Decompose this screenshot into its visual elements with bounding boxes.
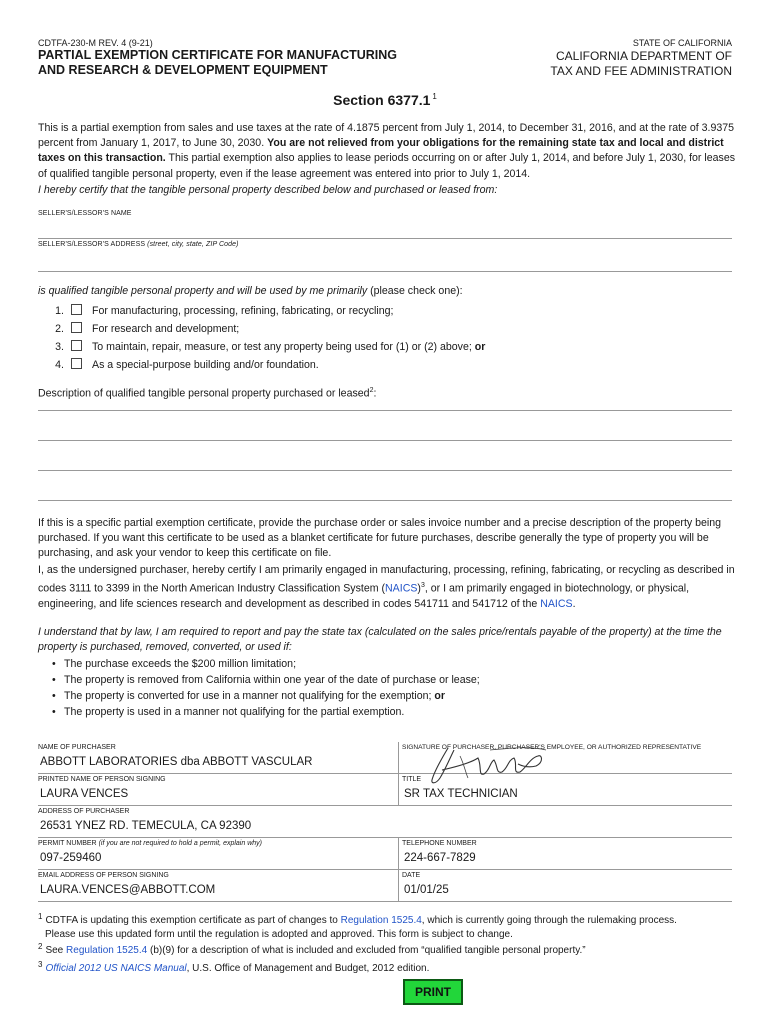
address-value: 26531 YNEZ RD. TEMECULA, CA 92390 — [40, 820, 252, 832]
title-value: SR TAX TECHNICIAN — [404, 788, 518, 800]
condition-item — [52, 704, 480, 720]
form-title — [38, 48, 397, 78]
undersigned-text-4: . — [572, 597, 576, 610]
condition-item — [52, 688, 480, 704]
understand-paragraph: I understand that by law, I am required to report and pay the state tax (calculated on the sales price/rentals payable of the property) at the time the property is purchased, removed, converted, or used if: — [38, 626, 722, 654]
footnote-3 — [38, 958, 738, 976]
footnote-text-line2: Please use this updated form until the regulation is adopted and approved. This form is subject to change. — [45, 929, 513, 940]
state-label: STATE OF CALIFORNIA — [632, 38, 732, 48]
qualified-statement — [38, 284, 736, 299]
agency-line2: TAX AND FEE ADMINISTRATION — [550, 64, 732, 78]
footnote-text: (b)(9) for a description of what is included and excluded from “qualified tangible personal property.” — [147, 945, 586, 956]
option-row-4 — [38, 358, 319, 373]
description-label-text: Description of qualified tangible personal property purchased or leased — [38, 387, 370, 400]
undersigned-footnote: 3 — [420, 582, 425, 590]
date-label: DATE — [402, 872, 421, 879]
intro-bold: You are not relieved from your obligations for the remaining state tax and local and district taxes on this transaction. — [38, 137, 724, 165]
handwritten-signature — [420, 740, 560, 790]
conditions-list — [52, 656, 480, 720]
email-value: LAURA.VENCES@ABBOTT.COM — [40, 884, 216, 896]
section-footnote: 1 — [432, 92, 437, 101]
purchaser-info-grid — [38, 742, 732, 902]
undersigned-paragraph — [38, 563, 736, 612]
option-row-1 — [38, 304, 393, 319]
agency-line1: CALIFORNIA DEPARTMENT OF — [555, 49, 732, 63]
option-label: As a special-purpose building and/or foundation. — [92, 359, 319, 371]
section-heading — [0, 92, 770, 108]
email-label: EMAIL ADDRESS OF PERSON SIGNING — [38, 872, 169, 879]
undersigned-text-1: I, as the undersigned purchaser, hereby certify I am primarily engaged in manufacturing, processing, refining, fabricating, or recycling as described in codes 3111 to 3399 in the North American Industry Classification System ( — [38, 564, 735, 595]
permit-value: 097-259460 — [40, 852, 102, 864]
option-4-checkbox[interactable] — [71, 358, 82, 369]
permit-hint: (if you are not required to hold a permit, explain why) — [98, 840, 262, 847]
permit-cell[interactable] — [38, 838, 399, 870]
option-label: For manufacturing, processing, refining, fabricating, or recycling; — [92, 305, 394, 317]
option-1-checkbox[interactable] — [71, 304, 82, 315]
phone-value: 224-667-7829 — [404, 852, 476, 864]
form-title-line1: PARTIAL EXEMPTION CERTIFICATE FOR MANUFACTURING — [38, 48, 398, 62]
title-label: TITLE — [402, 776, 422, 783]
condition-item — [52, 672, 480, 688]
description-line-3[interactable] — [38, 470, 732, 471]
undersigned-text-3: , or I am primarily engaged in biotechnology, or physical, engineering, and life sciences research and development as described in codes 541711 and 541712 of the — [38, 582, 690, 610]
naics-manual-link[interactable]: Official 2012 US NAICS Manual — [45, 963, 187, 974]
purchaser-name-label: NAME OF PURCHASER — [38, 744, 116, 751]
description-footnote: 2 — [369, 387, 374, 394]
phone-cell[interactable] — [399, 838, 733, 870]
footnote-marker: 3 — [38, 960, 43, 969]
seller-address-label — [38, 241, 239, 248]
option-number: 4. — [55, 359, 64, 371]
option-label: To maintain, repair, measure, or test any property being used for (1) or (2) above; — [92, 341, 475, 353]
condition-text: The property is removed from California within one year of the date of purchase or lease; — [64, 674, 480, 686]
qualified-check-hint: (please check one): — [367, 285, 463, 297]
qualified-intro: is qualified tangible personal property and will be used by me primarily — [38, 285, 368, 297]
condition-item — [52, 656, 480, 672]
permit-label — [38, 840, 262, 847]
section-text: Section 6377.1 — [333, 92, 431, 108]
condition-text: The property is converted for use in a manner not qualifying for the exemption; — [64, 690, 435, 702]
date-cell[interactable] — [399, 870, 733, 902]
address-cell[interactable] — [38, 806, 732, 838]
purchaser-name-cell[interactable] — [38, 742, 399, 774]
description-line-4[interactable] — [38, 500, 732, 501]
specific-certificate-paragraph: If this is a specific partial exemption certificate, provide the purchase order or sales invoice number and a precise description of the property being purchased. If you want this certificate to be used as a blanket certificate for future purchases, describe generally the type of property you will be purchasing, and ask your vendor to keep this certificate on file. — [38, 517, 722, 560]
seller-name-label: SELLER'S/LESSOR'S NAME — [38, 210, 132, 217]
undersigned-text-2: ) — [417, 582, 421, 595]
address-label: ADDRESS OF PURCHASER — [38, 808, 130, 815]
description-colon: : — [373, 387, 377, 400]
seller-address-label-text: SELLER'S/LESSOR'S ADDRESS — [38, 241, 146, 248]
description-label — [38, 383, 736, 402]
print-button[interactable]: PRINT — [403, 979, 463, 1005]
intro-paragraph — [38, 121, 736, 182]
seller-address-field[interactable] — [38, 271, 732, 272]
seller-name-field[interactable] — [38, 238, 732, 239]
condition-text: The property is used in a manner not qualifying for the partial exemption. — [64, 706, 405, 718]
phone-label: TELEPHONE NUMBER — [402, 840, 477, 847]
naics-link-2[interactable]: NAICS — [540, 597, 573, 610]
footnote-1 — [38, 910, 738, 942]
option-row-2 — [38, 322, 239, 337]
certify-statement: I hereby certify that the tangible personal property described below and purchased or leased from: — [38, 184, 498, 196]
footnote-text: CDTFA is updating this exemption certificate as part of changes to — [45, 915, 341, 926]
signature-label: SIGNATURE OF PURCHASER, PURCHASER'S EMPLOYEE, OR AUTHORIZED REPRESENTATIVE — [402, 744, 702, 751]
printed-name-value: LAURA VENCES — [40, 788, 129, 800]
footnote-2 — [38, 940, 738, 958]
option-2-checkbox[interactable] — [71, 322, 82, 333]
description-line-1[interactable] — [38, 410, 732, 411]
purchaser-name-value: ABBOTT LABORATORIES dba ABBOTT VASCULAR — [40, 756, 313, 768]
footnote-marker: 2 — [38, 942, 43, 951]
footnote-text: , U.S. Office of Management and Budget, 2012 edition. — [186, 963, 430, 974]
option-3-checkbox[interactable] — [71, 340, 82, 351]
condition-bold: or — [434, 690, 445, 702]
footnote-marker: 1 — [38, 912, 43, 921]
agency-name — [550, 49, 732, 79]
regulation-1525-4-link[interactable]: Regulation 1525.4 — [340, 915, 422, 926]
naics-link[interactable]: NAICS — [385, 582, 418, 595]
option-row-3 — [38, 340, 485, 355]
option-number: 3. — [55, 341, 64, 353]
option-number: 2. — [55, 323, 64, 335]
intro-text-2: This partial exemption also applies to lease periods occurring on or after July 1, 2014, and before July 1, 2030, for leases of qualified tangible personal property, even if the lease agreement was entered into prior to July 1, 2014. — [38, 152, 736, 180]
option-bold: or — [474, 341, 486, 353]
email-cell[interactable] — [38, 870, 399, 902]
footnote-text: , which is currently going through the rulemaking process. — [421, 915, 677, 926]
form-number: CDTFA-230-M REV. 4 (9-21) — [38, 38, 153, 48]
regulation-1525-4-link-2[interactable]: Regulation 1525.4 — [66, 945, 148, 956]
seller-address-hint: (street, city, state, ZIP Code) — [147, 241, 239, 248]
condition-text: The purchase exceeds the $200 million limitation; — [64, 658, 297, 670]
printed-name-label: PRINTED NAME OF PERSON SIGNING — [38, 776, 166, 783]
description-line-2[interactable] — [38, 440, 732, 441]
permit-label-text: PERMIT NUMBER — [38, 840, 97, 847]
option-label: For research and development; — [92, 323, 240, 335]
intro-text-1: This is a partial exemption from sales and use taxes at the rate of 4.1875 percent from July 1, 2014, to December 31, 2016, and at the rate of 3.9375 percent from January 1, 2017, to June 30, 2030. — [38, 122, 735, 150]
option-number: 1. — [55, 305, 64, 317]
printed-name-cell[interactable] — [38, 774, 399, 806]
form-title-line2: AND RESEARCH & DEVELOPMENT EQUIPMENT — [38, 63, 328, 77]
date-value: 01/01/25 — [404, 884, 449, 896]
footnote-text: See — [45, 945, 67, 956]
